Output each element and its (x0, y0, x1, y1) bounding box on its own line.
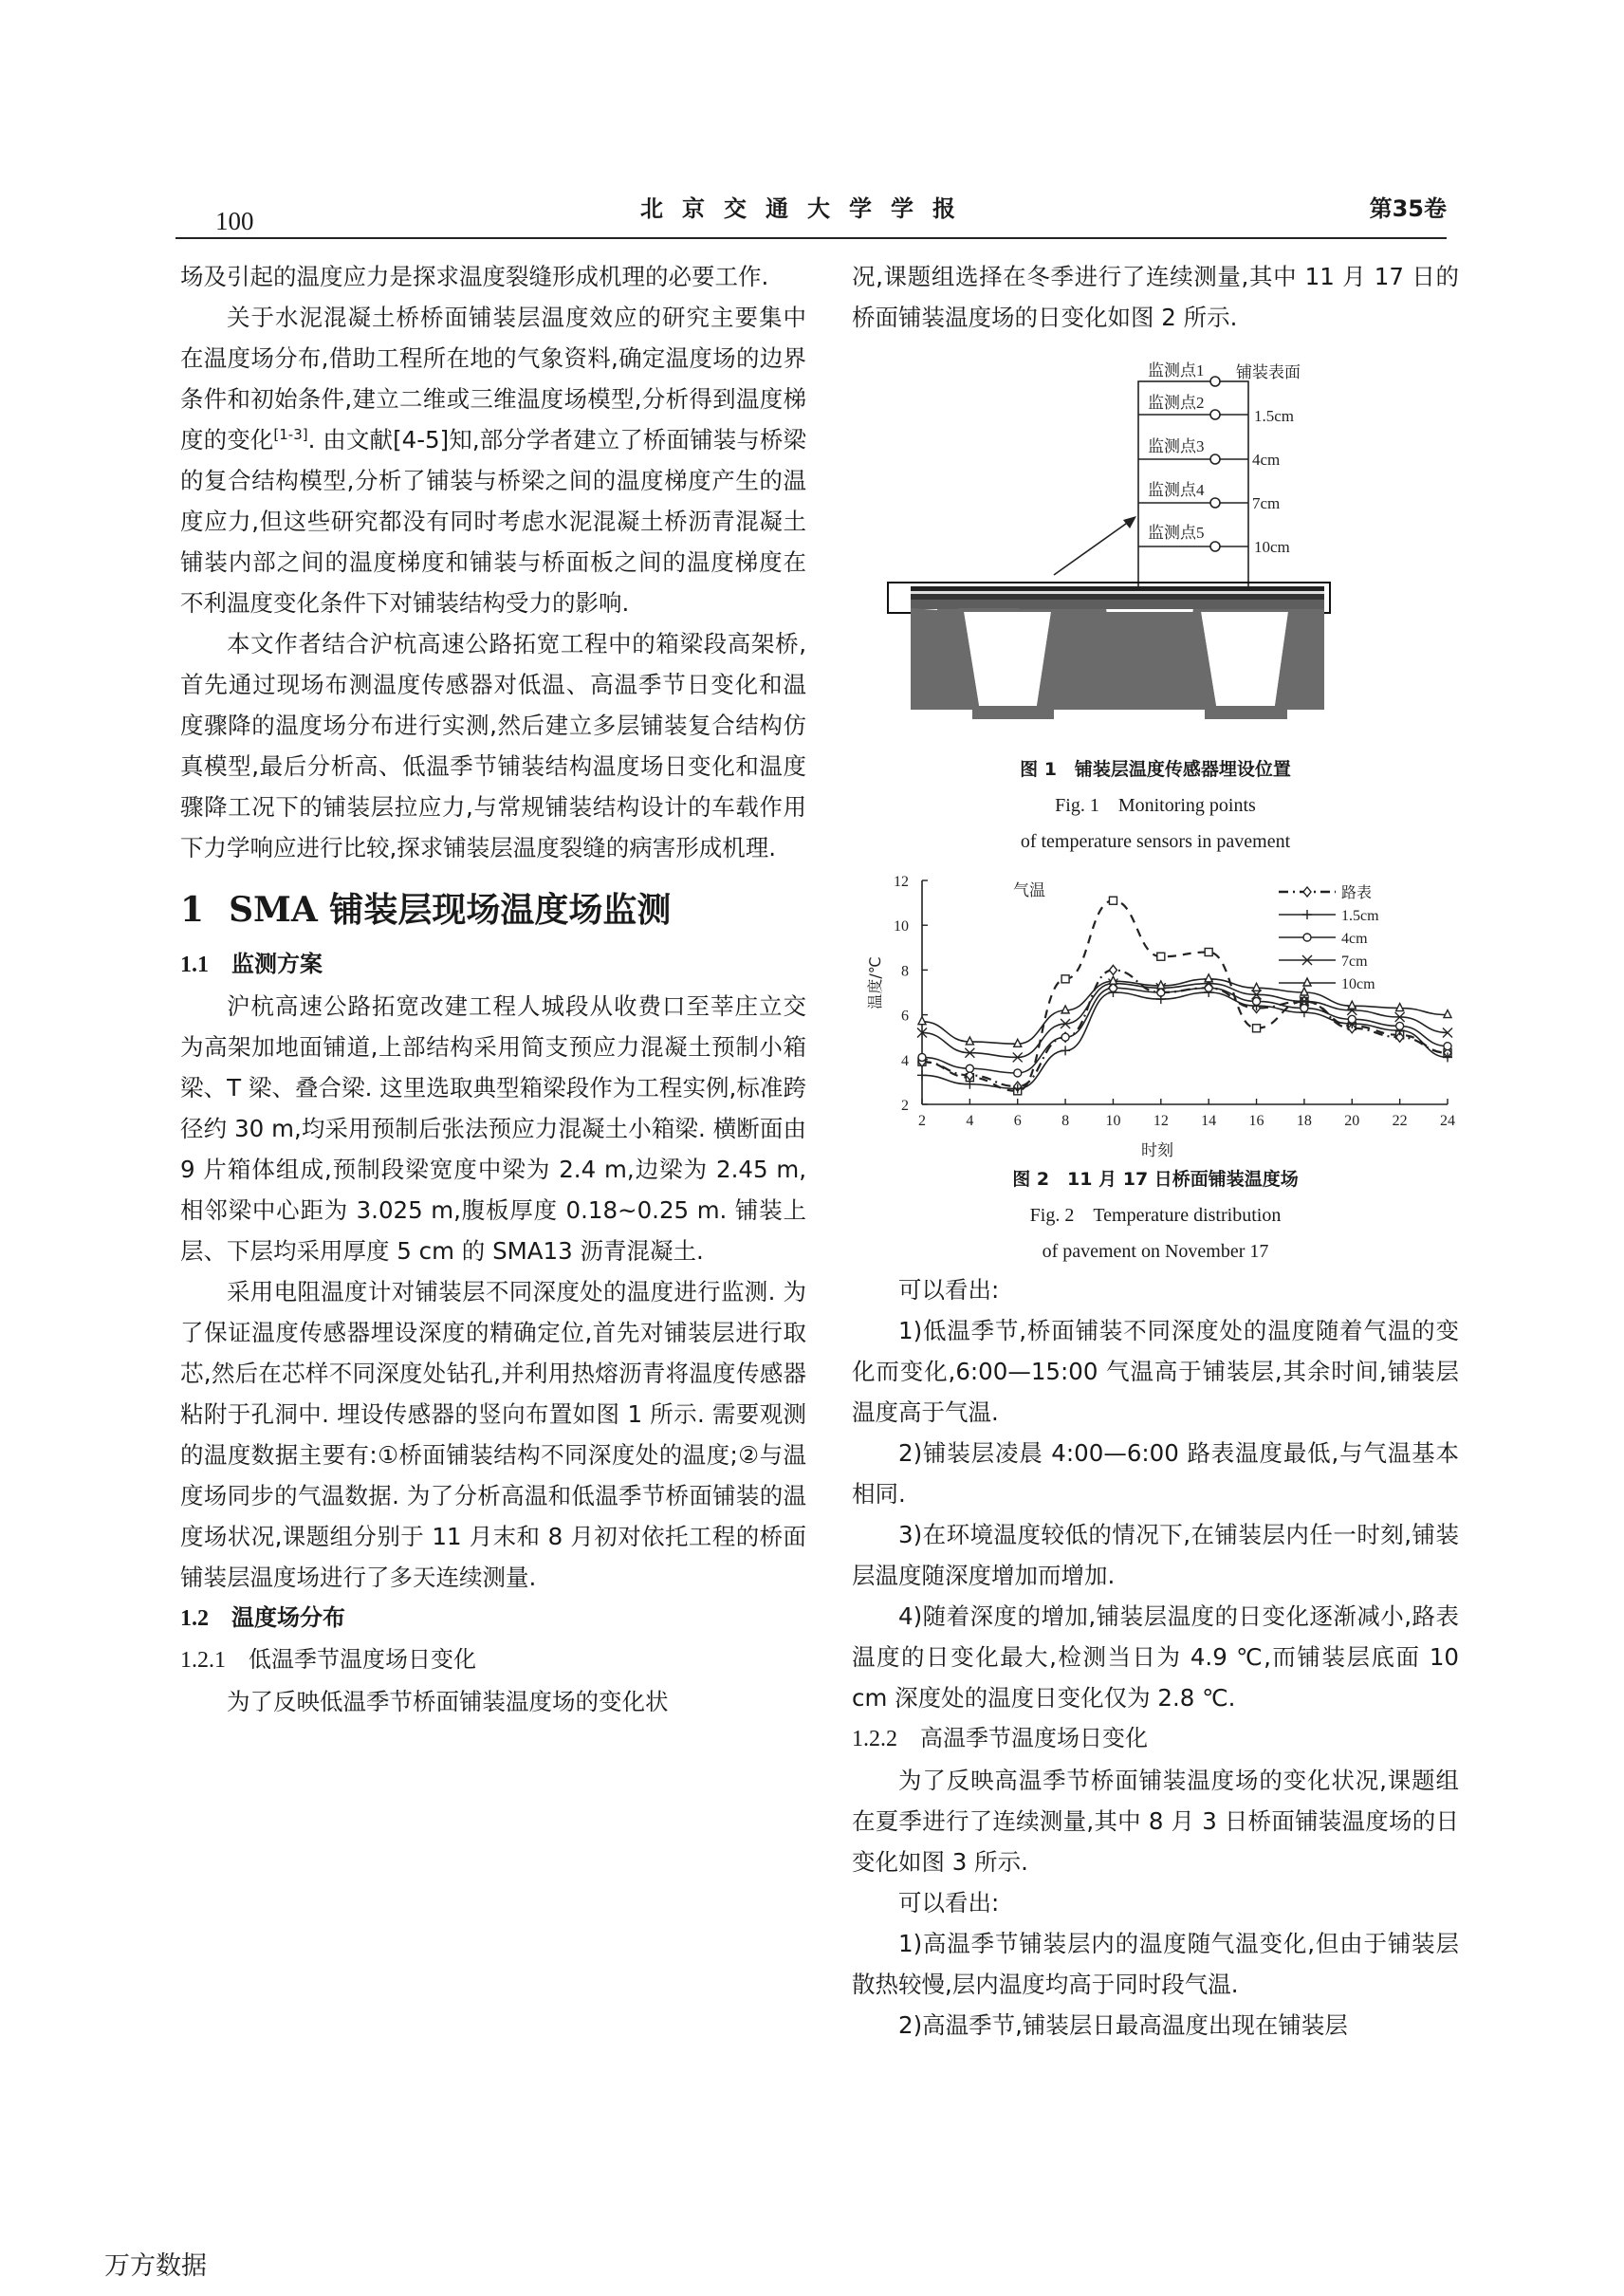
x-tick-label: 12 (1153, 1113, 1169, 1129)
data-point (1253, 983, 1261, 991)
section-title: 低温季节温度场日变化 (249, 1646, 476, 1673)
depth-label-7cm: 7cm (1252, 494, 1281, 512)
paragraph: 4)随着深度的增加,铺装层温度的日变化逐渐减小,路表温度的日变化最大,检测当日为 4.9 ℃,而铺装层底面 10 cm 深度处的温度日变化仅为 2.8 ℃. (852, 1602, 1459, 1712)
figure-1 (852, 343, 1459, 751)
subsection-heading (180, 1598, 806, 1639)
chart-series (917, 897, 1452, 1095)
figure-1-caption-en-1: Fig. 1 Monitoring points (1055, 795, 1256, 816)
subsubsection-heading (852, 1718, 1459, 1760)
running-header (175, 180, 1447, 241)
temperature-chart (852, 867, 1459, 1161)
series-1.5cm (917, 988, 1452, 1093)
depth-label-1-5cm: 1.5cm (1254, 407, 1295, 425)
legend-label: 路表 (1341, 885, 1373, 901)
legend-marker (1303, 887, 1311, 897)
data-point (918, 1053, 926, 1061)
data-point (1396, 1004, 1404, 1011)
section-number: 1.1 (180, 953, 209, 977)
x-axis-label: 时刻 (1141, 1141, 1173, 1160)
data-point (1348, 1015, 1356, 1023)
section-heading (180, 887, 806, 933)
pointer-arrow (1054, 516, 1136, 575)
citation[interactable]: [1-3] (273, 425, 308, 443)
data-point (1061, 975, 1069, 983)
y-tick-label: 6 (901, 1008, 909, 1025)
y-tick-label: 4 (901, 1052, 909, 1069)
left-column (180, 256, 806, 1722)
x-tick-label: 8 (1061, 1113, 1070, 1129)
data-point (1205, 974, 1212, 982)
sensor-label-5: 监测点5 (1148, 524, 1205, 542)
x-tick-label: 2 (918, 1113, 926, 1129)
section-title: 高温季节温度场日变化 (920, 1725, 1148, 1751)
section-number: 1.2.2 (852, 1727, 897, 1751)
y-tick-label: 8 (901, 963, 909, 980)
data-point (1348, 1001, 1356, 1009)
legend-marker (1303, 934, 1311, 941)
sensor-label-1: 监测点1 (1148, 361, 1205, 380)
sensor-marker (1210, 498, 1220, 508)
section-number: 1.2.1 (180, 1648, 226, 1673)
section-number: 1 (180, 890, 205, 930)
x-tick-label: 14 (1201, 1113, 1217, 1129)
data-point (1157, 953, 1165, 960)
paragraph: 2)高温季节,铺装层日最高温度出现在铺装层 (898, 2011, 1348, 2039)
subsubsection-heading (180, 1639, 806, 1681)
legend-label: 7cm (1341, 954, 1368, 970)
y-tick-label: 12 (894, 874, 909, 890)
data-point (1253, 1025, 1261, 1032)
paragraph: 采用电阻温度计对铺装层不同深度处的温度进行监测. 为了保证温度传感器埋设深度的精确定位,首先对铺装层进行取芯,然后在芯样不同深度处钻孔,并利用热熔沥青将温度传感器粘附于孔洞中. 埋设传感器的竖向布置如图 1 所示. 需要观测的温度数据主要有:①桥面铺装结构不同深度处的温度;②与温度场同步的气温数据. 为了分析高温和低温季节桥面铺装的温度场状况,课题组分别于 11 月末和 8 月初对依托工程的桥面铺装层温度场进行了多天连续测量. (180, 1278, 806, 1591)
depth-label-surface: 铺装表面 (1236, 363, 1301, 381)
journal-title: 北京交通大学学报 (640, 195, 974, 222)
figure-2-caption-cn: 图 2 11 月 17 日桥面铺装温度场 (1012, 1169, 1299, 1190)
data-point (1061, 1033, 1069, 1041)
sensor-label-3: 监测点3 (1148, 437, 1205, 455)
sensor-label-4: 监测点4 (1148, 481, 1205, 499)
paragraph: 1)低温季节,桥面铺装不同深度处的温度随着气温的变化而变化,6:00—15:00 气温高于铺装层,其余时间,铺装层温度高于气温. (852, 1317, 1459, 1426)
legend-marker (1303, 978, 1311, 986)
section-title: 监测方案 (231, 951, 323, 977)
x-tick-label: 18 (1296, 1113, 1312, 1129)
chart-legend (1279, 883, 1379, 992)
data-point (1301, 988, 1308, 995)
y-tick-label: 2 (901, 1098, 909, 1114)
paragraph-text: . 由文献[4-5]知,部分学者建立了桥面铺装与桥梁的复合结构模型,分析了铺装与桥梁之间的温度梯度产生的温度应力,但这些研究都没有同时考虑水泥混凝土桥沥青混凝土铺装内部之间的温度梯度和铺装与桥面板之间的温度梯度在不利温度变化条件下对铺装结构受力的影响. (180, 426, 807, 617)
header-rule (175, 237, 1447, 239)
legend-label: 10cm (1341, 976, 1375, 992)
x-tick-label: 20 (1344, 1113, 1360, 1129)
paragraph (180, 297, 806, 623)
data-point (1061, 1006, 1069, 1013)
data-point (1444, 1010, 1451, 1018)
paragraph: 可以看出: (898, 1889, 1000, 1916)
data-point (1109, 897, 1116, 904)
legend-label: 4cm (1341, 931, 1368, 947)
data-point (1014, 1039, 1022, 1046)
sensor-marker (1210, 542, 1220, 551)
figure-2-caption-en-1: Fig. 2 Temperature distribution (1029, 1205, 1282, 1226)
data-point (966, 1065, 973, 1072)
sensor-layout-diagram (852, 343, 1459, 751)
paragraph: 可以看出: (898, 1276, 1000, 1304)
paragraph: 2)铺装层凌晨 4:00—6:00 路表温度最低,与气温基本相同. (852, 1439, 1459, 1508)
legend-label: 1.5cm (1341, 908, 1379, 924)
box-void-left (964, 612, 1051, 706)
figure-2-caption-en-2: of pavement on November 17 (1042, 1241, 1269, 1262)
data-point (966, 1037, 973, 1045)
volume-label: 第35卷 (1369, 195, 1447, 222)
x-tick-label: 24 (1440, 1113, 1455, 1129)
data-point (1253, 997, 1261, 1005)
box-girder-section (888, 583, 1330, 719)
sensor-label-2: 监测点2 (1148, 394, 1205, 412)
series-4cm (918, 984, 1451, 1077)
x-tick-label: 22 (1392, 1113, 1408, 1129)
x-tick-label: 6 (1013, 1113, 1022, 1129)
figure-2 (852, 867, 1459, 1161)
section-title: SMA 铺装层现场温度场监测 (229, 890, 672, 930)
data-point (1109, 965, 1116, 974)
paragraph: 1)高温季节铺装层内的温度随气温变化,但由于铺装层散热较慢,层内温度均高于同时段气温. (852, 1930, 1459, 1998)
paragraph: 为了反映高温季节桥面铺装温度场的变化状况,课题组在夏季进行了连续测量,其中 8 月 3 日桥面铺装温度场的日变化如图 3 所示. (852, 1767, 1459, 1876)
x-tick-label: 16 (1248, 1113, 1264, 1129)
depth-label-10cm: 10cm (1254, 538, 1290, 556)
paragraph: 3)在环境温度较低的情况下,在铺装层内任一时刻,铺装层温度随深度增加而增加. (852, 1521, 1459, 1589)
paragraph: 本文作者结合沪杭高速公路拓宽工程中的箱梁段高架桥,首先通过现场布测温度传感器对低温、高温季节日变化和温度骤降的温度场分布进行实测,然后建立多层铺装复合结构仿真模型,最后分析高、低温季节铺装结构温度场日变化和温度骤降工况下的铺装层拉应力,与常规铺装结构设计的车载作用下力学响应进行比较,探求铺装层温度裂缝的病害形成机理. (180, 630, 806, 861)
paragraph: 为了反映低温季节桥面铺装温度场的变化状 (227, 1688, 669, 1715)
paragraph: 场及引起的温度应力是探求温度裂缝形成机理的必要工作. (180, 263, 769, 290)
paragraph: 况,课题组选择在冬季进行了连续测量,其中 11 月 17 日的桥面铺装温度场的日变化如图 2 所示. (852, 263, 1459, 331)
data-point (1444, 1043, 1451, 1050)
data-point (1014, 1069, 1022, 1077)
y-tick-label: 10 (894, 918, 909, 935)
x-tick-label: 4 (966, 1113, 974, 1129)
air-temp-annotation: 气温 (1013, 881, 1045, 900)
watermark: 万方数据 (104, 2251, 207, 2281)
paragraph-text: 关于水泥混凝土桥桥面铺装层温度效应的研究主要集中在温度场分布,借助工程所在地的气象资料,确定温度场的边界条件和初始条件,建立二维或三维温度场模型,分析得到温度梯度的变化 (180, 304, 806, 454)
sensor-marker (1210, 454, 1220, 464)
figure-1-caption-cn: 图 1 铺装层温度传感器埋设位置 (1020, 759, 1291, 780)
figure-1-caption-en-2: of temperature sensors in pavement (1020, 831, 1291, 852)
data-point (1205, 949, 1212, 956)
data-point (918, 1017, 926, 1025)
page-number: 100 (215, 207, 254, 235)
data-point (1396, 1022, 1404, 1029)
right-column (852, 256, 1459, 2046)
paragraph: 沪杭高速公路拓宽改建工程人城段从收费口至莘庄立交为高架加地面铺道,上部结构采用简支预应力混凝土预制小箱梁、T 梁、叠合梁. 这里选取典型箱梁段作为工程实例,标准跨径约 30 m,均采用预制后张法预应力混凝土小箱梁. 横断面由 9 片箱体组成,预制段梁宽度中梁为 2.4 m,边梁为 2.45 m,相邻梁中心距为 3.025 m,腹板厚度 0.18~0.25 m. 铺装上层、下层均采用厚度 5 cm 的 SMA13 沥青混凝土. (180, 992, 806, 1265)
box-void-right (1201, 612, 1288, 706)
section-title: 温度场分布 (231, 1604, 345, 1631)
sensor-marker (1210, 377, 1220, 386)
y-axis-label: 温度/℃ (866, 956, 884, 1009)
depth-label-4cm: 4cm (1252, 451, 1281, 469)
subsection-heading (180, 944, 806, 986)
data-point (1301, 1005, 1308, 1012)
sensor-marker (1210, 410, 1220, 419)
x-tick-label: 10 (1105, 1113, 1121, 1129)
section-number: 1.2 (180, 1606, 209, 1631)
